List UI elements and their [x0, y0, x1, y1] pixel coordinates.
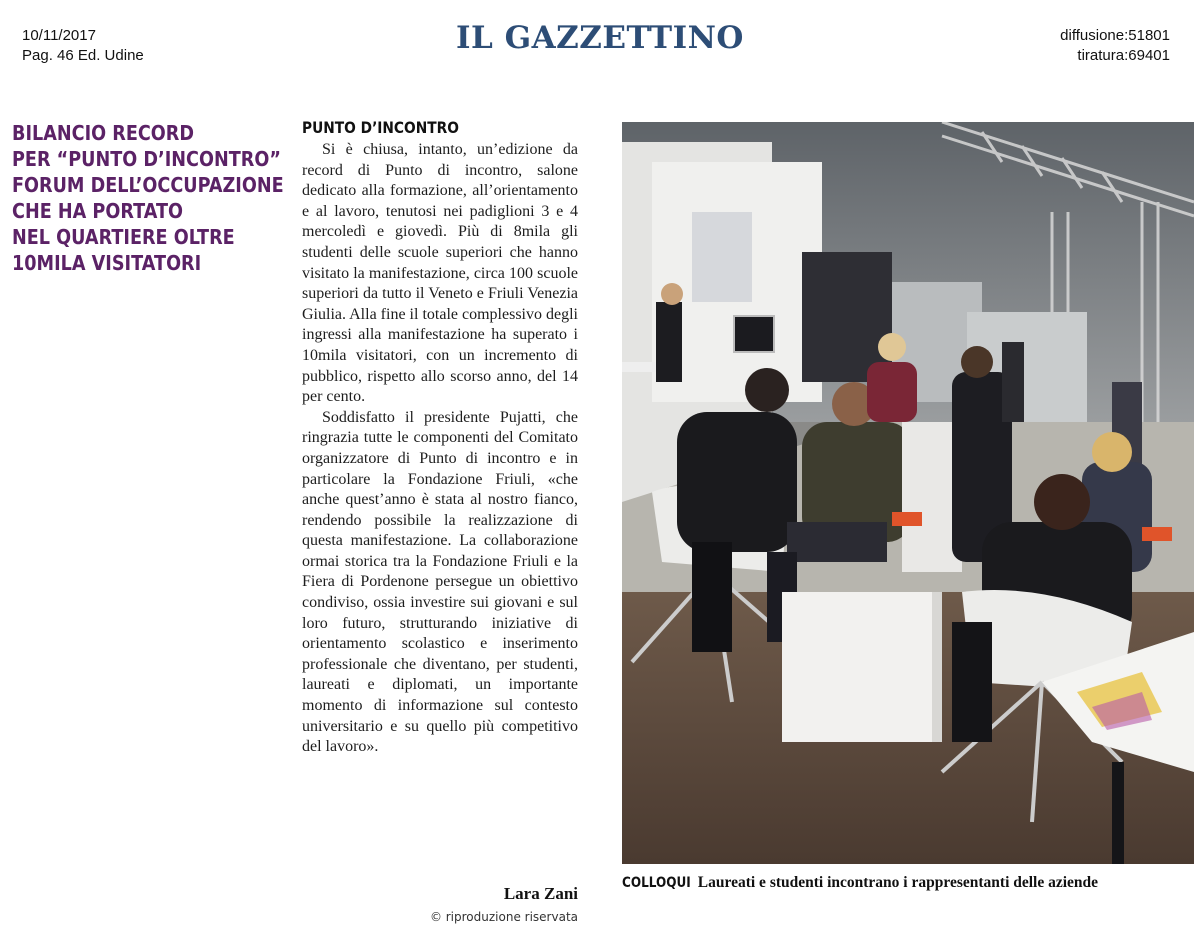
headline-line: FORUM DELL’OCCUPAZIONE: [12, 173, 284, 197]
photo-illustration: [622, 122, 1194, 864]
masthead-logo: IL GAZZETTINO: [456, 20, 744, 56]
page-edition: Pag. 46 Ed. Udine: [22, 47, 144, 64]
tiratura-count: tiratura:69401: [1077, 47, 1170, 64]
article-headline: [12, 120, 284, 276]
caption-text: Laureati e studenti incontrano i rappresentanti delle aziende: [697, 874, 1099, 891]
author-byline: Lara Zani: [503, 884, 578, 903]
headline-line: PER “PUNTO D’INCONTRO”: [12, 147, 281, 171]
headline-line: 10MILA VISITATORI: [12, 251, 202, 275]
publication-date: 10/11/2017: [22, 27, 96, 44]
copyright-notice: © riproduzione riservata: [429, 910, 578, 924]
section-title: PUNTO D’INCONTRO: [302, 118, 459, 137]
article-paragraph: Si è chiusa, intanto, un’edizione da record di Punto di incontro, salone dedicato alla formazione, all’orientamento e al lavoro, tenutosi nei padiglioni 3 e 4 mercoledì e giovedì. Più di 8mila gli studenti delle scuole superiori che hanno visitato la manifestazione, circa 100 scuole superiori da tutto il Veneto e Friuli Venezia Giulia. Alla fine il totale complessivo degli ingressi alla manifestazione ha superato i 10mila visitatori, con un incremento di pubblico, rispetto allo scorso anno, del 14 per cento.: [302, 141, 578, 406]
diffusione-count: diffusione:51801: [1060, 27, 1170, 44]
headline-line: NEL QUARTIERE OLTRE: [12, 225, 235, 249]
article-paragraph: Soddisfatto il presidente Pujatti, che ringrazia tutte le componenti del Comitato organizzatore di Punto di incontro e in particolare la Fondazione Friuli, «che anche quest’anno è stata al nostro fianco, rendendo possibile la realizzazione di questa manifestazione. La collaborazione ormai storica tra la Fondazione Friuli e la Fiera di Pordenone persegue un obiettivo condiviso, ossia investire sui giovani e sul loro futuro, strutturando iniziative di orientamento scolastico e inserimento professionale che diventano, per studenti, laureati e diplomati, un importante momento di informazione sul contesto universitario e su quello più competitivo del lavoro».: [302, 408, 578, 756]
caption-lead: COLLOQUI: [622, 875, 691, 891]
header-right: [1060, 26, 1170, 66]
article-photo: [622, 122, 1194, 864]
photo-caption: [622, 874, 1194, 892]
headline-line: BILANCIO RECORD: [12, 121, 195, 145]
article-body: [302, 140, 578, 758]
headline-line: CHE HA PORTATO: [12, 199, 184, 223]
